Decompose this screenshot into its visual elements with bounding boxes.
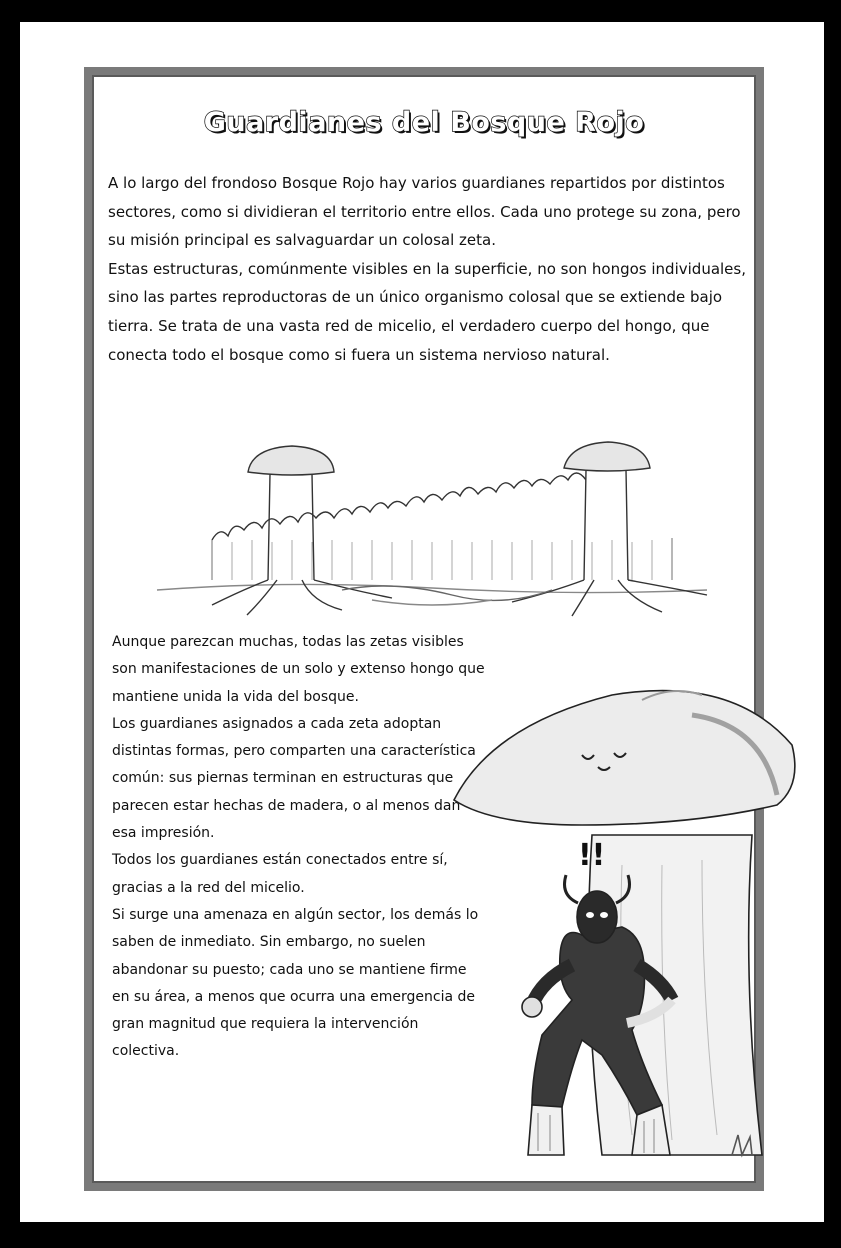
page-sheet <box>20 22 824 1222</box>
paragraph: A lo largo del frondoso Bosque Rojo hay varios guardianes repartidos por distintos sectores, como si dividieran el territorio entre ellos. Cada uno protege su zona, pero su misión principal es salvaguardar un colosal zeta. <box>108 174 741 250</box>
paragraph: Los guardianes asignados a cada zeta adoptan distintas formas, pero comparten una característica común: sus piernas terminan en estructuras que parecen estar hechas de madera, o al menos dan esa impresión. <box>112 715 476 842</box>
paragraph: Aunque parezcan muchas, todas las zetas visibles son manifestaciones de un solo y extenso hongo que mantiene unida la vida del bosque. <box>112 634 485 705</box>
content-frame <box>84 67 764 1191</box>
paragraph: Si surge una amenaza en algún sector, los demás lo saben de inmediato. Sin embargo, no suelen abandonar su puesto; cada uno se mantiene firme en su área, a menos que ocurra una emergencia de gran magnitud que requiera la intervención colectiva. <box>112 906 479 1060</box>
paragraph: Todos los guardianes están conectados entre sí, gracias a la red del micelio. <box>112 852 448 896</box>
exclamation-mark: !! <box>578 838 606 873</box>
forest-mycelium-illustration <box>152 430 712 620</box>
paragraph: Estas estructuras, comúnmente visibles en la superficie, no son hongos individuales, sino las partes reproductoras de un único organismo colosal que se extiende bajo tierra. Se trata de una vasta red de micelio, el verdadero cuerpo del hongo, que conecta todo el bosque como si fuera un sistema nervioso natural. <box>108 259 746 364</box>
guardian-text <box>112 629 487 1066</box>
guardian-mushroom-illustration <box>432 635 802 1175</box>
intro-text <box>108 169 748 369</box>
page-title: Guardianes del Bosque Rojo <box>203 107 645 138</box>
